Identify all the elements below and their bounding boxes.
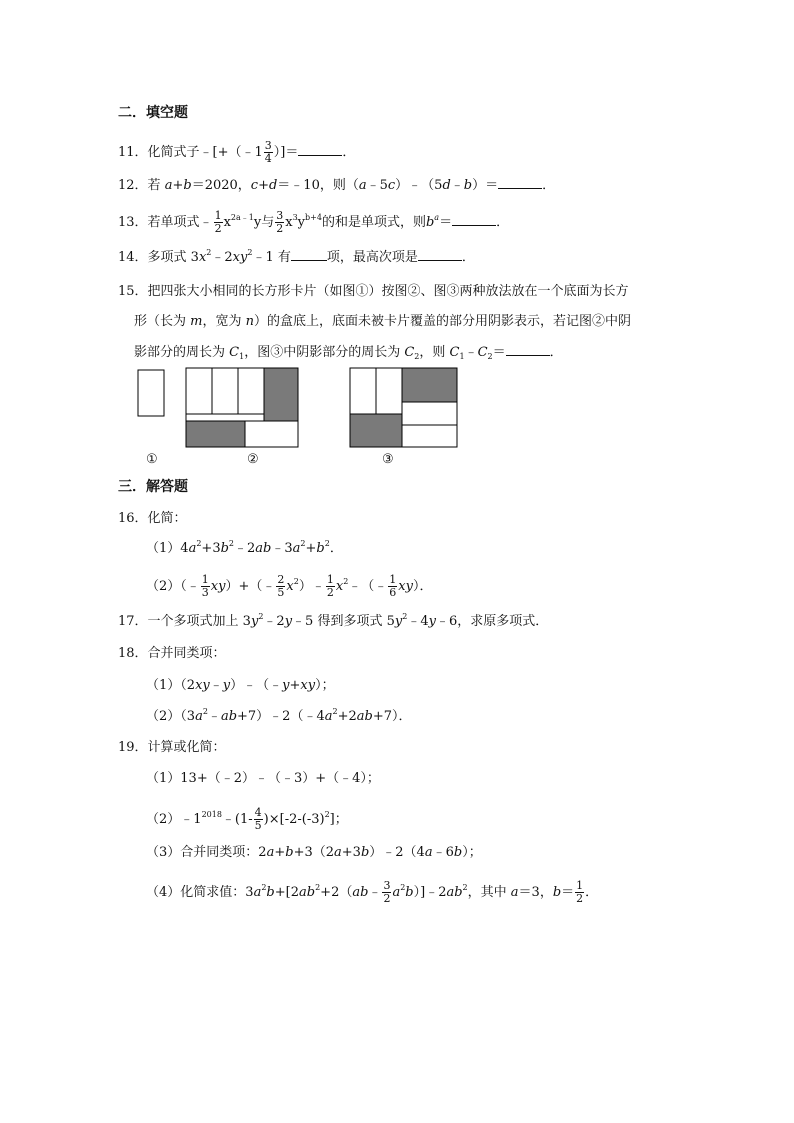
question-15-line-2: 形（长为 m，宽为 n）的盒底上，底面未被卡片覆盖的部分用阴影表示，若记图②中阴 <box>134 314 631 329</box>
question-19-part-3: （3）合并同类项：2a+b+3（2a+3b）﹣2（4a﹣6b）； <box>146 845 482 860</box>
question-13: 13．若单项式﹣ $\frac{1}{2}$ $x^{2a﹣1}y$与 $\frac{3}{2}$ $x^3y^{b+4}$的和是单项式，则$b^a=$ ． <box>118 209 510 235</box>
answer-blank[interactable] <box>498 176 542 189</box>
figure-2-card <box>186 368 212 414</box>
question-16: 16．化简： <box>118 511 187 526</box>
figure-3-card <box>402 402 457 425</box>
card-figures <box>130 362 470 452</box>
question-16-part-2: （2）（﹣ $\frac{1}{3}$ xy）+（﹣ $\frac{2}{5}$ $x^2)﹣$ $\frac{1}{2}$ $x^2﹣(﹣$ $\frac{1}{6}$ xy）． <box>146 573 433 599</box>
figure-3-label: ③ <box>382 452 394 467</box>
answer-blank[interactable] <box>506 343 550 356</box>
question-19-part-2: $(2)﹣1^{2018}﹣(1-$ $\frac{4}{5}$ )$\times[-2-(-3)^2]$； <box>146 806 348 832</box>
figure-1-card <box>138 370 164 416</box>
question-11: 11．化简式子﹣[+（﹣1 $\frac{3}{4}$ ）]＝ ． <box>118 139 356 165</box>
question-16-part-1: $(1)4a^2+3b^2﹣2ab﹣3a^2+b^2$． <box>146 539 343 556</box>
answer-blank[interactable] <box>298 143 342 156</box>
figure-2-card <box>245 421 298 447</box>
question-18-part-1: （1）（2xy﹣y）﹣（﹣y+xy）； <box>146 678 335 693</box>
section-title-fill-in: 二．填空题 <box>118 105 188 121</box>
figure-3-shaded <box>402 368 457 402</box>
figure-3-card <box>376 368 402 414</box>
question-18: 18．合并同类项： <box>118 646 226 661</box>
question-14: 14．多项式 $3x^2﹣2xy^2﹣1$ 有 项，最高次项是 ． <box>118 248 475 265</box>
figure-3-card <box>402 425 457 447</box>
question-19-part-4: （4）化简求值：$3a^2b+[2ab^2+2(ab﹣$ $\frac{3}{2}$ $a^2b)]﹣2ab^2$，其中 a＝3，b＝ $\frac{1}{2}$ ． <box>146 879 599 905</box>
figure-3-card <box>350 368 376 414</box>
figure-2 <box>186 368 298 447</box>
figure-2-card <box>238 368 264 414</box>
question-19-part-1: （1）13+（﹣2）﹣（﹣3）+（﹣4）； <box>146 771 380 786</box>
figure-2-label: ② <box>247 452 259 467</box>
section-title-solve: 三．解答题 <box>118 479 188 495</box>
question-17: 17．一个多项式加上 $3y^2﹣2y﹣5$ 得到多项式 $5y^2﹣4y﹣6$，求原多项式． <box>118 612 549 629</box>
figure-2-card <box>212 368 238 414</box>
question-18-part-2: $(2)(3a^2﹣ab+7)﹣2(﹣4a^2+2ab+7)$． <box>146 707 412 724</box>
figure-1-label: ① <box>146 452 158 467</box>
question-15-line-1: 15．把四张大小相同的长方形卡片（如图①）按图②、图③两种放法放在一个底面为长方 <box>118 284 629 299</box>
figure-3 <box>350 368 457 447</box>
answer-blank[interactable] <box>291 248 327 261</box>
question-19: 19．计算或化简： <box>118 740 226 755</box>
answer-blank[interactable] <box>452 213 496 226</box>
figure-3-shaded <box>350 414 402 447</box>
question-12: 12．若 a+b＝2020，c+d＝﹣10，则（a﹣5c）﹣（5d﹣b）＝ ． <box>118 178 556 193</box>
answer-blank[interactable] <box>418 248 462 261</box>
question-15-line-3: 影部分的周长为 $C_1$，图③中阴影部分的周长为 $C_2$，则 $C_1﹣C_2=$ ． <box>134 345 563 361</box>
